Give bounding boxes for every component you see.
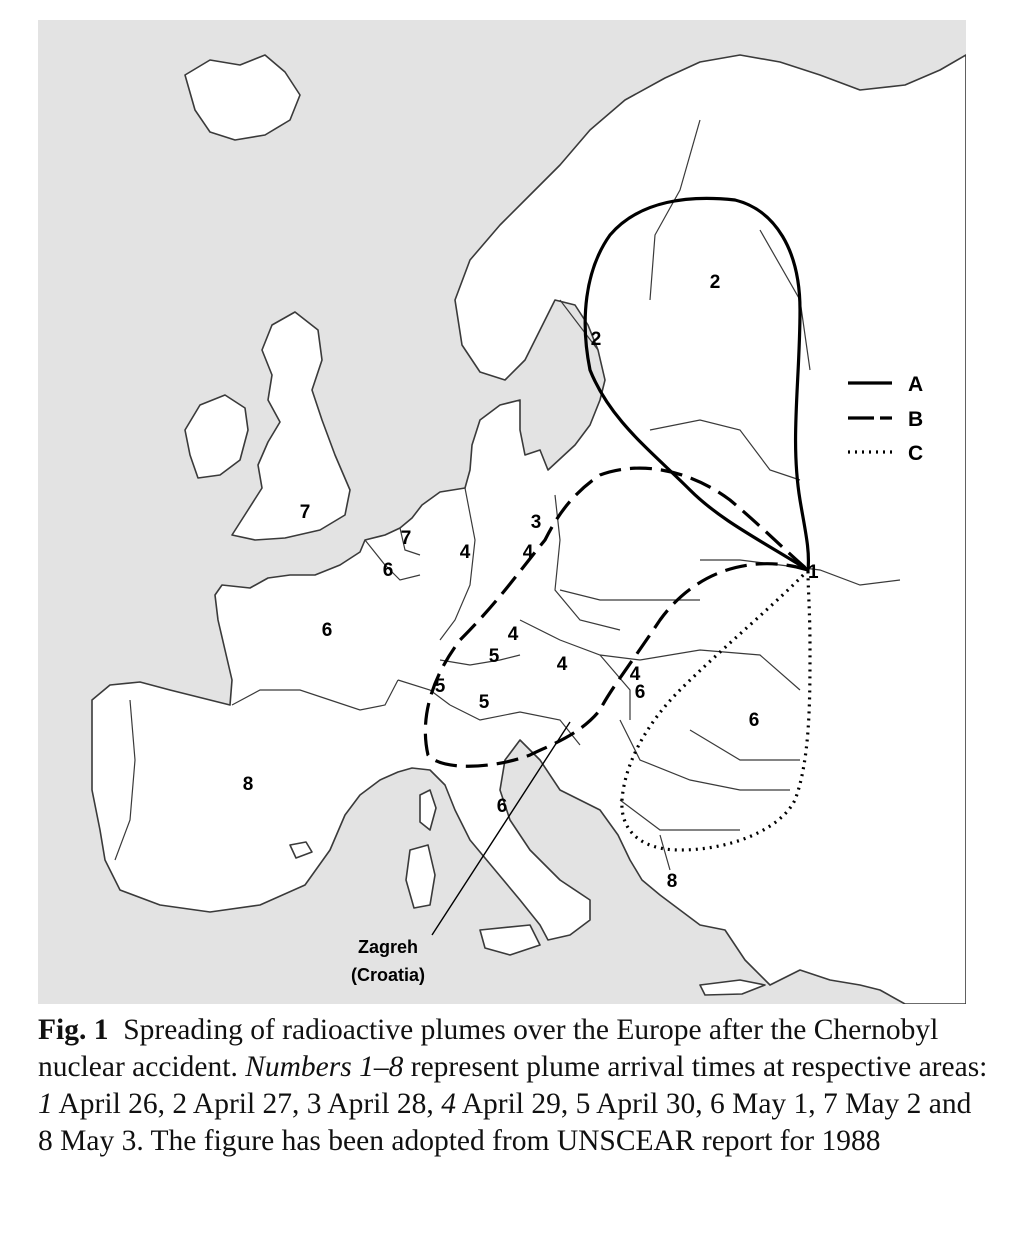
zone-label: 2 [709,272,721,293]
zone-label: 4 [556,654,568,675]
legend-label: A [908,373,924,396]
zone-label: 6 [321,620,333,641]
callout-country: (Croatia) [350,965,426,985]
zone-label: 4 [507,624,519,645]
legend-label: C [908,442,924,465]
zone-label: 4 [459,542,471,563]
figure-caption [38,1012,990,1160]
caption-text: represent plume arrival times at respective areas: [410,1051,988,1083]
zone-label: 6 [496,796,508,817]
caption-italic: Numbers 1–8 [245,1051,404,1083]
zone-label: 4 [522,542,534,563]
zone-label: 4 [629,664,641,685]
zone-label: 6 [634,682,646,703]
zone-label: 6 [748,710,760,731]
caption-text: April 29, 5 April 30, 6 May 1, 7 May 2 and 8 May 3. The figure has been adopted from UNSCEAR report for 1988 [38,1088,972,1157]
zone-label: 3 [530,512,542,533]
caption-text: April 26, 2 April 27, 3 April 28, [58,1088,434,1120]
figure-label: Fig. 1 [38,1014,109,1046]
caption-text: Spreading of radioactive plumes over the Europe after the Chernobyl nuclear accident. [38,1014,939,1083]
callout-city: Zagreh [357,937,419,957]
caption-italic: 4 [441,1088,456,1120]
zone-label: 5 [434,676,446,697]
legend-label: B [908,408,924,431]
zone-label: 7 [299,502,311,523]
zone-label: 5 [478,692,490,713]
zone-label: 8 [666,871,678,892]
zone-label: 6 [382,560,394,581]
zone-label: 7 [400,528,412,549]
zone-label: 2 [590,329,602,350]
origin-number: 1 [808,562,819,583]
zone-label: 8 [242,774,254,795]
caption-italic: 1 [38,1088,53,1120]
map-panel [38,20,966,1004]
zone-label: 5 [488,646,500,667]
